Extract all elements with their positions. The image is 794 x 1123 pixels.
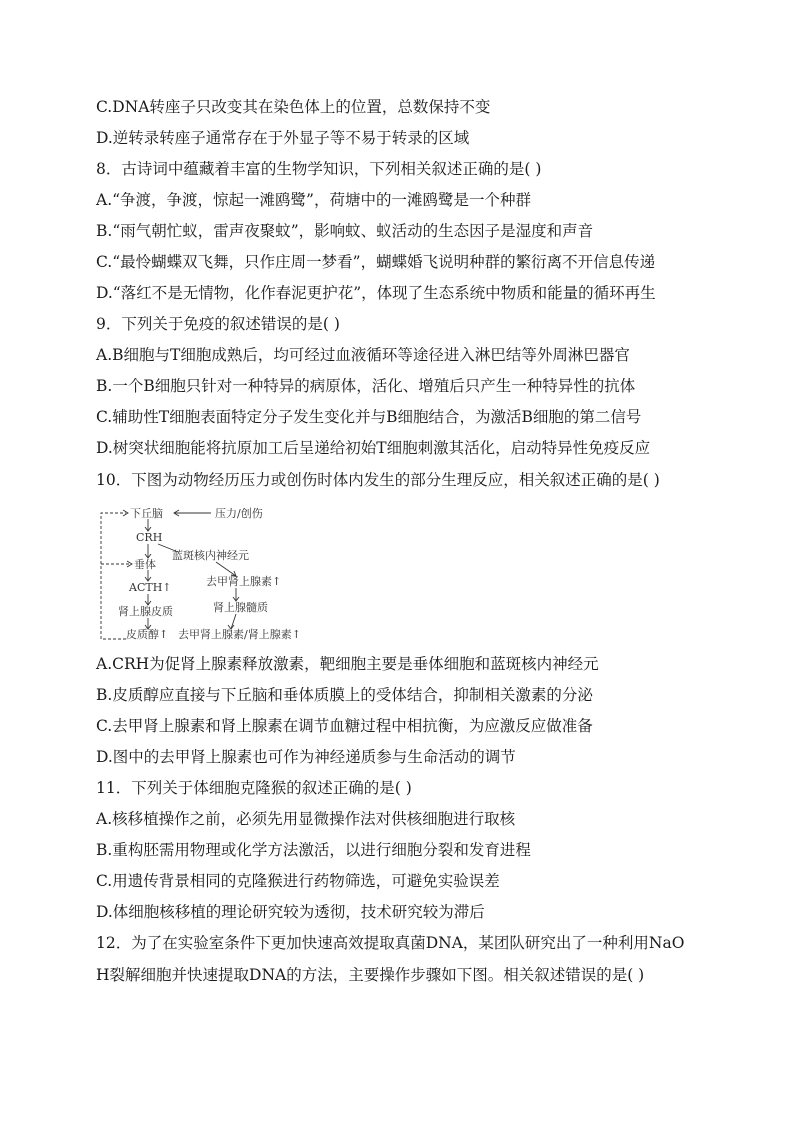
q9-option-d: D.树突状细胞能将抗原加工后呈递给初始T细胞刺激其活化，启动特异性免疫反应 — [96, 439, 651, 457]
stimulus-label: 压力/创伤 — [215, 507, 263, 520]
q8-stem: 8．古诗词中蕴藏着丰富的生物学知识，下列相关叙述正确的是( ) — [96, 160, 542, 178]
q11-option-c: C.用遗传背景相同的克隆猴进行药物筛选，可避免实验误差 — [96, 872, 500, 890]
q10-option-b: B.皮质醇应直接与下丘脑和垂体质膜上的受体结合，抑制相关激素的分泌 — [96, 686, 593, 704]
q12-stem-line1: 12．为了在实验室条件下更加快速高效提取真菌DNA，某团队研究出了一种利用NaO — [96, 934, 685, 952]
q7-option-c: C.DNA转座子只改变其在染色体上的位置，总数保持不变 — [96, 98, 491, 116]
q7-option-d: D.逆转录转座子通常存在于外显子等不易于转录的区域 — [96, 129, 470, 147]
hypothalamus-label: 下丘脑 — [130, 507, 163, 520]
q8-option-b: B.“雨气朝忙蚁，雷声夜聚蚊”，影响蚊、蚁活动的生态因子是湿度和声音 — [96, 222, 594, 240]
q11-option-d: D.体细胞核移植的理论研究较为透彻，技术研究较为滞后 — [96, 903, 485, 921]
q10-option-a: A.CRH为促肾上腺素释放激素，靶细胞主要是垂体细胞和蓝斑核内神经元 — [96, 655, 599, 673]
norepinephrine-label: 去甲肾上腺素↑ — [206, 575, 282, 588]
q9-option-a: A.B细胞与T细胞成熟后，均可经过血液循环等途径进入淋巴结等外周淋巴器官 — [96, 346, 630, 364]
feedback-loop-line — [101, 513, 126, 639]
q10-stem: 10．下图为动物经历压力或创伤时体内发生的部分生理反应，相关叙述正确的是( ) — [96, 471, 660, 489]
stress-response-diagram — [96, 504, 326, 646]
q11-stem: 11．下列关于体细胞克隆猴的叙述正确的是( ) — [96, 779, 412, 797]
crh-label: CRH — [136, 531, 163, 544]
hormones-label: 去甲肾上腺素/肾上腺素↑ — [178, 628, 301, 641]
adrenal-medulla-label: 肾上腺髓质 — [213, 601, 268, 614]
q12-stem-line2: H裂解细胞并快速提取DNA的方法，主要操作步骤如下图。相关叙述错误的是( ) — [96, 966, 645, 984]
q10-option-c: C.去甲肾上腺素和肾上腺素在调节血糖过程中相抗衡，为应激反应做准备 — [96, 717, 593, 735]
q11-option-b: B.重构胚需用物理或化学方法激活，以进行细胞分裂和发育进程 — [96, 841, 531, 859]
locus-neuron-label: 蓝斑核内神经元 — [172, 549, 249, 562]
q9-option-c: C.辅助性T细胞表面特定分子发生变化并与B细胞结合，为激活B细胞的第二信号 — [96, 408, 642, 426]
q9-stem: 9．下列关于免疫的叙述错误的是( ) — [96, 315, 340, 333]
q8-option-a: A.“争渡，争渡，惊起一滩鸥鹭”，荷塘中的一滩鸥鹭是一个种群 — [96, 191, 531, 209]
q10-option-d: D.图中的去甲肾上腺素也可作为神经递质参与生命活动的调节 — [96, 748, 516, 766]
q9-option-b: B.一个B细胞只针对一种特异的病原体，活化、增殖后只产生一种特异性的抗体 — [96, 377, 636, 395]
q8-option-d: D.“落红不是无情物，化作春泥更护花”，体现了生态系统中物质和能量的循环再生 — [96, 284, 656, 302]
pituitary-label: 垂体 — [134, 558, 156, 571]
q8-option-c: C.“最怜蝴蝶双飞舞，只作庄周一梦看”，蝴蝶婚飞说明种群的繁衍离不开信息传递 — [96, 253, 656, 271]
adrenal-cortex-label: 肾上腺皮质 — [118, 605, 173, 618]
acth-label: ACTH↑ — [129, 581, 172, 594]
cortisol-label: 皮质醇↑ — [126, 628, 169, 641]
q11-option-a: A.核移植操作之前，必须先用显微操作法对供核细胞进行取核 — [96, 810, 516, 828]
